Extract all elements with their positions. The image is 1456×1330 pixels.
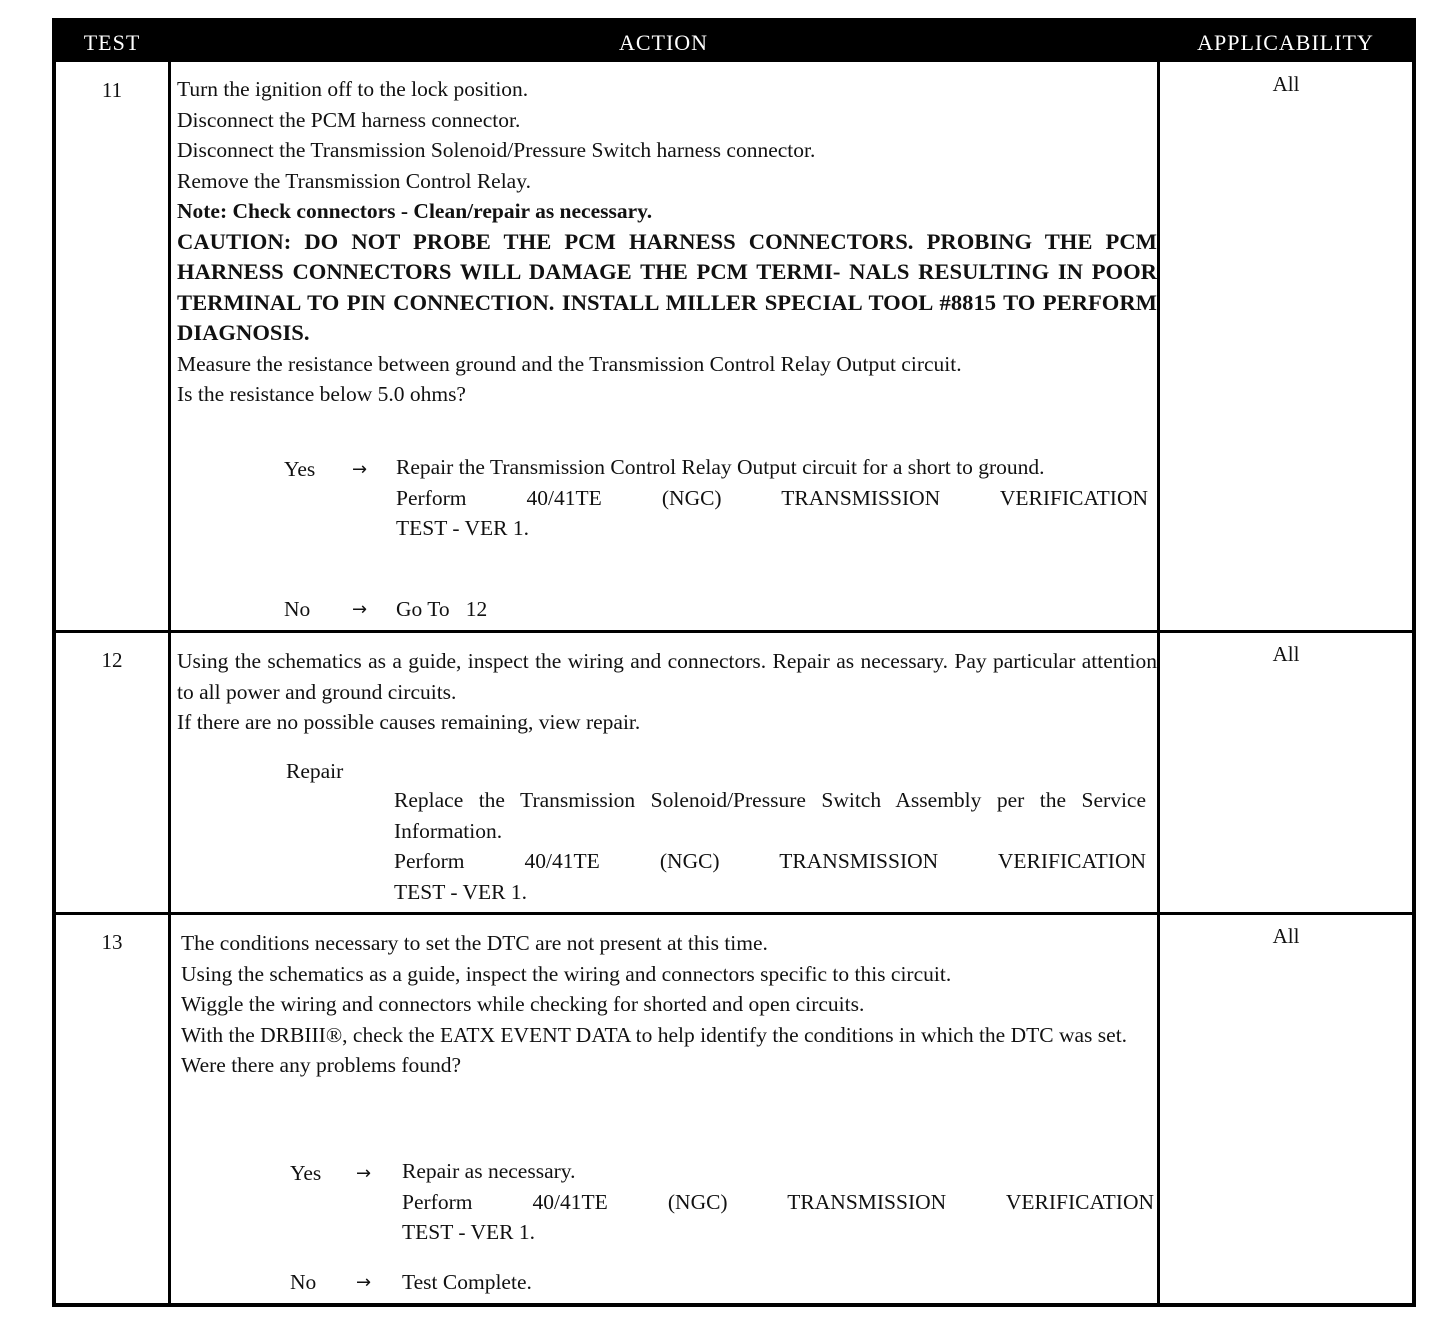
action-text — [177, 74, 1157, 410]
step-line: Using the schematics as a guide, inspect the wiring and connectors specific to this circuit. — [181, 961, 952, 986]
step-line: If there are no possible causes remaining, view repair. — [177, 710, 641, 734]
result-line: Perform 40/41TE (NGC) TRANSMISSION VERIFICATION — [394, 849, 1146, 873]
applicability-value: All — [1272, 924, 1300, 948]
step-line: Disconnect the Transmission Solenoid/Pressure Switch harness connector. — [177, 138, 816, 162]
column-divider — [168, 62, 171, 1307]
yes-label: Yes — [290, 1161, 322, 1185]
no-arrow-icon: → — [352, 599, 368, 620]
result-line: Perform 40/41TE (NGC) TRANSMISSION VERIFICATION — [396, 485, 1148, 510]
applicability-value: All — [1272, 642, 1300, 666]
yes-result — [396, 452, 1148, 544]
question-line: Is the resistance below 5.0 ohms? — [177, 382, 466, 406]
row-divider — [56, 630, 1412, 633]
result-line: TEST - VER 1. — [394, 879, 527, 904]
caution-text: CAUTION: DO NOT PROBE THE PCM HARNESS CONNECTORS. PROBING THE PCM HARNESS CONNECTORS WILL DAMAGE THE PCM TERMI- NALS RESULTING IN POOR TERMINAL TO PIN CONNECTION. INSTALL MILLER SPECIAL TOOL #8815 TO PERFORM DIAGNOSIS. — [177, 228, 1157, 345]
table-header — [56, 22, 1412, 62]
step-line: Wiggle the wiring and connectors while checking for shorted and open circuits. — [181, 992, 865, 1016]
measure-line: Measure the resistance between ground and the Transmission Control Relay Output circuit. — [177, 351, 962, 376]
row-divider — [56, 912, 1412, 915]
result-line: TEST - VER 1. — [396, 516, 529, 540]
no-result: Test Complete. — [402, 1270, 532, 1294]
result-line: Perform 40/41TE (NGC) TRANSMISSION VERIFICATION — [402, 1189, 1154, 1214]
result-line: Repair the Transmission Control Relay Output circuit for a short to ground. — [396, 455, 1045, 479]
no-arrow-icon: → — [356, 1272, 372, 1293]
applicability-value: All — [1272, 72, 1300, 96]
yes-label: Yes — [284, 457, 316, 481]
yes-arrow-icon: → — [352, 459, 368, 480]
step-line: Remove the Transmission Control Relay. — [177, 168, 531, 193]
test-number: 13 — [101, 930, 123, 954]
step-line: Turn the ignition off to the lock position. — [177, 77, 529, 101]
action-text — [177, 646, 1157, 738]
step-line: Using the schematics as a guide, inspect the wiring and connectors. Repair as necessary. Pay particular attention to all power and ground circuits. — [177, 649, 1157, 704]
result-line: Replace the Transmission Solenoid/Pressure Switch Assembly per the Service Information. — [394, 788, 1146, 843]
note-line: Note: Check connectors - Clean/repair as necessary. — [177, 199, 653, 223]
step-line: The conditions necessary to set the DTC are not present at this time. — [181, 931, 768, 955]
step-line: With the DRBIII®, check the EATX EVENT DATA to help identify the conditions in which the DTC was set. — [181, 1022, 1128, 1047]
no-label: No — [284, 597, 311, 621]
no-result: Go To 12 — [396, 597, 488, 621]
header-test: TEST — [83, 30, 141, 55]
header-action: ACTION — [618, 30, 709, 55]
diagnostic-table — [52, 18, 1416, 1307]
test-number: 12 — [101, 648, 123, 672]
step-line: Disconnect the PCM harness connector. — [177, 107, 521, 132]
yes-result — [402, 1156, 1154, 1248]
yes-arrow-icon: → — [356, 1163, 372, 1184]
header-applicability: APPLICABILITY — [1197, 30, 1374, 55]
result-line: Repair as necessary. — [402, 1159, 576, 1183]
action-text — [181, 928, 1157, 1081]
test-number: 11 — [101, 78, 123, 102]
no-label: No — [290, 1270, 317, 1294]
column-divider — [1157, 62, 1160, 1307]
result-line: TEST - VER 1. — [402, 1220, 535, 1244]
repair-label: Repair — [286, 759, 344, 783]
question-line: Were there any problems found? — [181, 1053, 462, 1077]
repair-result — [394, 785, 1146, 907]
